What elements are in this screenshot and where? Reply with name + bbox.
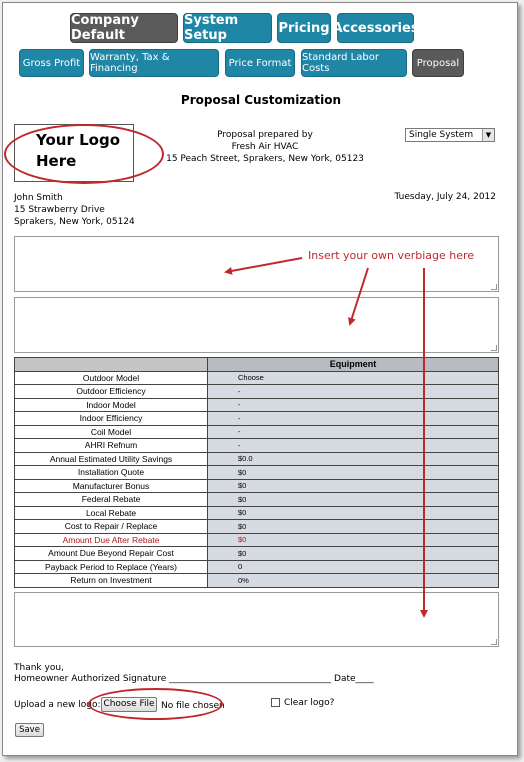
row-label: Annual Estimated Utility Savings [15,452,208,466]
row-value: $0 [208,493,499,507]
row-value: $0 [208,520,499,534]
prepared-by-label: Proposal prepared by [217,130,313,140]
row-label: Amount Due After Rebate [15,533,208,547]
upload-highlight-ellipse [88,688,223,720]
outdoor-model-value[interactable]: Choose [208,371,499,385]
company-name: Fresh Air HVAC [231,142,299,152]
row-value: - [208,425,499,439]
annotation-label: Insert your own verbiage here [308,249,475,262]
row-value: $0.0 [208,452,499,466]
logo-placeholder: Your Logo Here [36,131,120,170]
row-label: Installation Quote [15,466,208,480]
row-label: Return on Investment [15,574,208,588]
row-value: $0 [208,479,499,493]
customer-name: John Smith [14,193,63,203]
arrow-to-body-textarea [350,268,368,324]
subtab-warranty-tax-financing[interactable]: Warranty, Tax & Financing [89,49,219,77]
save-button[interactable]: Save [15,723,44,737]
row-value: $0 [208,533,499,547]
arrow-to-intro-textarea [226,258,302,272]
row-value: 0% [208,574,499,588]
row-label: Manufacturer Bonus [15,479,208,493]
row-label: Coil Model [15,425,208,439]
row-value: $0 [208,547,499,561]
clear-logo-label: Clear logo? [284,698,335,708]
row-label: Local Rebate [15,506,208,520]
choose-file-button[interactable]: Choose File [101,697,157,712]
signature-line: Homeowner Authorized Signature ____________________________________ Date____ [14,674,374,684]
subtab-gross-profit[interactable]: Gross Profit [19,49,84,77]
row-label: AHRI Refnum [15,439,208,453]
proposal-date: Tuesday, July 24, 2012 [394,192,496,202]
tab-company-default[interactable]: Company Default [70,13,178,43]
clear-logo-checkbox[interactable] [271,698,280,707]
tab-pricing[interactable]: Pricing [277,13,331,43]
row-label: Federal Rebate [15,493,208,507]
subtab-proposal[interactable]: Proposal [412,49,464,77]
row-value: - [208,385,499,399]
row-label: Amount Due Beyond Repair Cost [15,547,208,561]
row-label: Payback Period to Replace (Years) [15,560,208,574]
row-value: - [208,398,499,412]
equipment-header: Equipment [208,358,499,372]
system-type-value: Single System [409,130,474,140]
page-title: Proposal Customization [180,93,342,107]
row-value: $0 [208,506,499,520]
tab-system-setup[interactable]: System Setup [183,13,272,43]
subtab-price-format[interactable]: Price Format [225,49,295,77]
row-label: Indoor Efficiency [15,412,208,426]
company-address: 15 Peach Street, Sprakers, New York, 05123 [166,154,364,164]
no-file-chosen-text: No file chosen [161,701,225,711]
customer-city: Sprakers, New York, 05124 [14,217,135,227]
row-label: Indoor Model [15,398,208,412]
row-value: $0 [208,466,499,480]
row-label: Cost to Repair / Replace [15,520,208,534]
row-label: Outdoor Model [15,371,208,385]
upload-logo-label: Upload a new logo: [14,700,101,710]
customer-street: 15 Strawberry Drive [14,205,105,215]
chevron-down-icon: ▼ [482,129,494,141]
row-label: Outdoor Efficiency [15,385,208,399]
row-value: 0 [208,560,499,574]
row-value: - [208,412,499,426]
row-value: - [208,439,499,453]
tab-accessories[interactable]: Accessories [337,13,414,43]
subtab-standard-labor-costs[interactable]: Standard Labor Costs [301,49,407,77]
thank-you-text: Thank you, [14,663,64,673]
